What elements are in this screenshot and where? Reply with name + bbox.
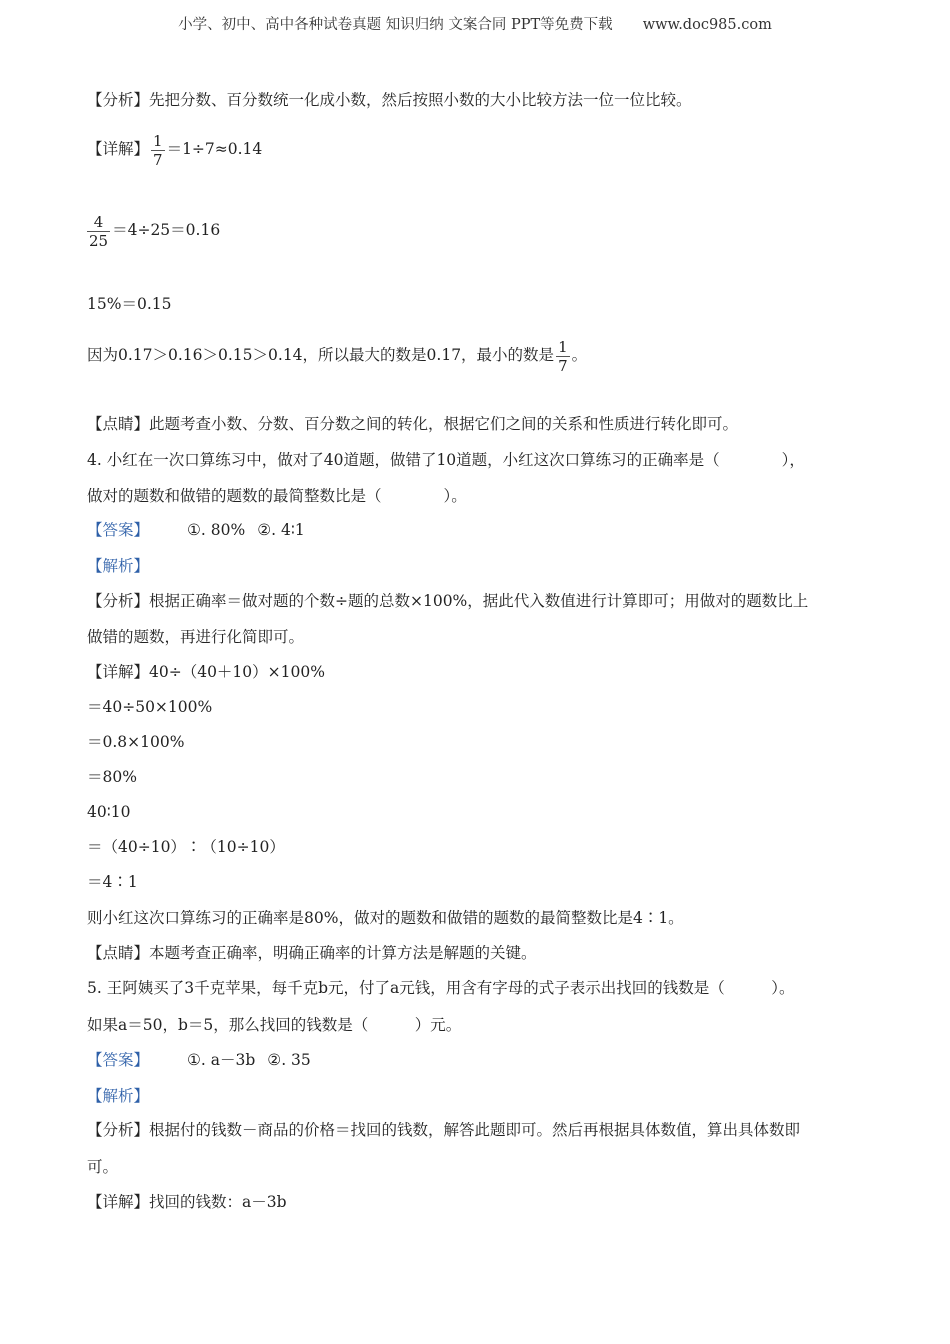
q3-analysis: 【分析】先把分数、百分数统一化成小数，然后按照小数的大小比较方法一位一位比较。 [87, 91, 692, 109]
q4-detail-conclusion: 则小红这次口算练习的正确率是80%，做对的题数和做错的题数的最简整数比是4∶1。 [87, 909, 684, 927]
q5-answer-2: ②. 35 [267, 1051, 311, 1069]
q3-detail-label: 【详解】 [87, 140, 150, 158]
q5-analysis-line2: 可。 [87, 1158, 119, 1176]
q4-jiexi-label: 【解析】 [87, 557, 150, 575]
q4-detail-line: 40∶10 [87, 803, 131, 821]
q3-frac1-calc: ＝1÷7≈0.14 [166, 140, 263, 158]
q3-detail-frac2 [87, 211, 220, 250]
q5-question-line1: 5. 王阿姨买了3千克苹果，每千克b元，付了a元钱，用含有字母的式子表示出找回的钱数是（ ）。 [87, 979, 795, 997]
q3-frac2-calc: ＝4÷25＝0.16 [112, 221, 221, 239]
q3-conclusion-end: 。 [571, 346, 588, 364]
q4-detail-line: 【详解】40÷（40＋10）×100% [87, 663, 325, 681]
q4-answer-2: ②. 4∶1 [257, 521, 305, 539]
q5-answer [87, 1050, 311, 1070]
q4-answer-label: 【答案】 [87, 521, 150, 539]
q4-detail-line: ＝40÷50×100% [87, 698, 213, 716]
q5-analysis-line1: 【分析】根据付的钱数－商品的价格＝找回的钱数，解答此题即可。然后再根据具体数值，算出具体数即 [87, 1121, 801, 1139]
header-site-link[interactable]: www.doc985.com [642, 17, 772, 33]
fraction-1-7 [151, 132, 165, 169]
q4-point: 【点睛】本题考查正确率，明确正确率的计算方法是解题的关键。 [87, 944, 537, 962]
q4-question-line1: 4. 小红在一次口算练习中，做对了40道题，做错了10道题，小红这次口算练习的正确率是（ ）， [87, 451, 805, 469]
q5-detail: 【详解】找回的钱数：a－3b [87, 1193, 287, 1211]
fraction-denominator: 25 [89, 231, 109, 250]
q3-point: 【点睛】此题考查小数、分数、百分数之间的转化，根据它们之间的关系和性质进行转化即可。 [87, 415, 739, 433]
q4-answer [87, 520, 305, 540]
q4-analysis-line2: 做错的题数，再进行化简即可。 [87, 628, 305, 646]
fraction-denominator: 7 [558, 356, 568, 375]
q4-detail-line: ＝（40÷10）∶（10÷10） [87, 838, 285, 856]
fraction-numerator: 1 [153, 131, 163, 150]
q5-jiexi-label: 【解析】 [87, 1087, 150, 1105]
q4-detail-line: ＝0.8×100% [87, 733, 185, 751]
page-header [0, 13, 950, 34]
q4-answer-1: ①. 80% [187, 521, 246, 539]
q5-question-line2: 如果a＝50，b＝5，那么找回的钱数是（ ）元。 [87, 1016, 462, 1034]
q4-detail-line: ＝80% [87, 768, 137, 786]
q3-conclusion [87, 336, 587, 375]
q5-answer-label: 【答案】 [87, 1051, 150, 1069]
q4-detail-line: ＝4∶1 [87, 873, 138, 891]
q3-detail-frac1 [87, 130, 262, 169]
fraction-4-25 [87, 213, 110, 250]
q4-question-line2: 做对的题数和做错的题数的最简整数比是（ ）。 [87, 487, 467, 505]
fraction-1-7 [556, 338, 570, 375]
fraction-numerator: 1 [558, 337, 568, 356]
header-text: 小学、初中、高中各种试卷真题 知识归纳 文案合同 PPT等免费下载 [178, 17, 613, 33]
q4-analysis-line1: 【分析】根据正确率＝做对题的个数÷题的总数×100%，据此代入数值进行计算即可；用做对的题数比上 [87, 592, 809, 610]
q5-answer-1: ①. a－3b [187, 1051, 256, 1069]
fraction-numerator: 4 [87, 213, 110, 232]
q3-percent-line: 15%＝0.15 [87, 295, 172, 313]
q3-conclusion-text: 因为0.17＞0.16＞0.15＞0.14，所以最大的数是0.17，最小的数是 [87, 346, 555, 364]
fraction-denominator: 7 [153, 150, 163, 169]
